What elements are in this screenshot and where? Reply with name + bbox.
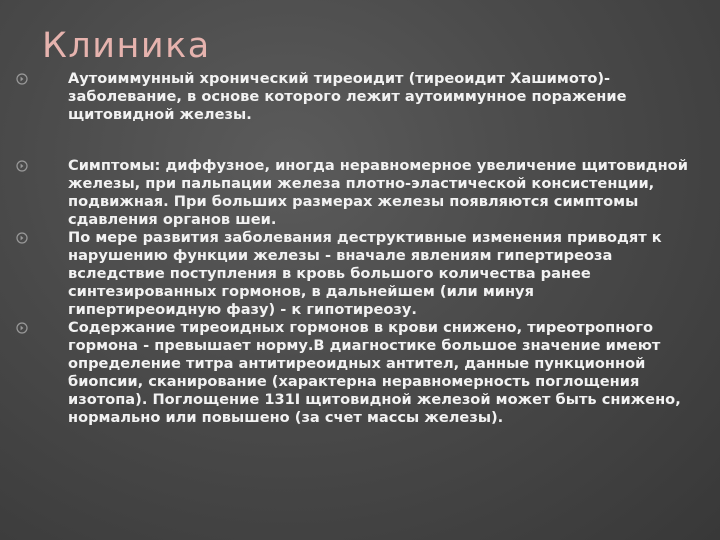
bullet-text: По мере развития заболевания деструктивные изменения приводят к нарушению функции железы - вначале явлениям гипертиреоза вследствие поступления в кровь большого количества ранее синтезированных гормонов, в дальнейшем (или минуя гипертиреоидную фазу) - к гипотиреозу. <box>68 229 662 318</box>
bullet-item <box>0 70 720 124</box>
bullet-text: Содержание тиреоидных гормонов в крови снижено, тиреотропного гормона - превышает норму.В диагностике большое значение имеют определение титра антитиреоидных антител, данные пункционной биопсии, сканирование (характерна неравномерность поглощения изотопа). Поглощение 131I щитовидной железой может быть снижено, нормально или повышено (за счет массы железы). <box>68 319 681 426</box>
bullet-item <box>0 319 720 427</box>
circle-arrow-bullet-icon <box>16 322 28 334</box>
slide-title: Клиника <box>42 26 211 66</box>
circle-arrow-bullet-icon <box>16 160 28 172</box>
bullet-item <box>0 229 720 319</box>
circle-arrow-bullet-icon <box>16 232 28 244</box>
bullet-text: Аутоиммунный хронический тиреоидит (тиреоидит Хашимото)-заболевание, в основе которого лежит аутоиммунное поражение щитовидной железы. <box>68 70 627 123</box>
bullet-text: Симптомы: диффузное, иногда неравномерное увеличение щитовидной железы, при пальпации железа плотно-эластической консистенции, подвижная. При больших размерах железы появляются симптомы сдавления органов шеи. <box>68 157 688 228</box>
bullet-item <box>0 157 720 229</box>
circle-arrow-bullet-icon <box>16 73 28 85</box>
bullet-list <box>0 70 720 427</box>
